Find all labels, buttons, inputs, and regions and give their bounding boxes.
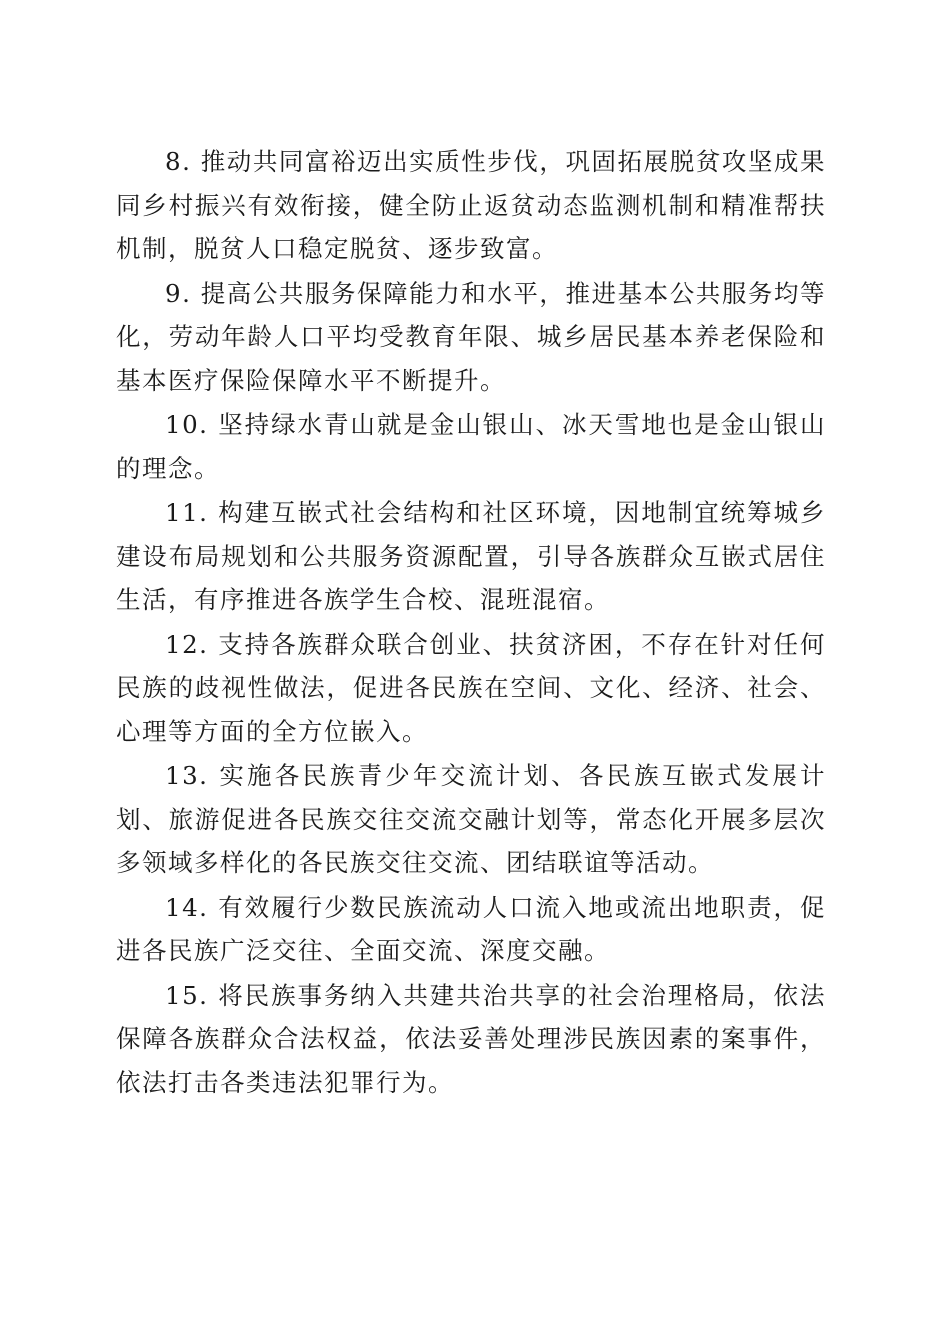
paragraph-item-13: 13. 实施各民族青少年交流计划、各民族互嵌式发展计划、旅游促进各民族交往交流交融计划等，常态化开展多层次多领域多样化的各民族交往交流、团结联谊等活动。: [116, 761, 826, 877]
paragraph-item-14: 14. 有效履行少数民族流动人口流入地或流出地职责，促进各民族广泛交往、全面交流、深度交融。: [116, 892, 826, 965]
paragraph-item-15: 15. 将民族事务纳入共建共治共享的社会治理格局，依法保障各族群众合法权益，依法妥善处理涉民族因素的案事件，依法打击各类违法犯罪行为。: [116, 980, 826, 1097]
paragraph-item-12: 12. 支持各族群众联合创业、扶贫济困，不存在针对任何民族的歧视性做法，促进各民族在空间、文化、经济、社会、心理等方面的全方位嵌入。: [116, 629, 826, 746]
paragraph-item-11: 11. 构建互嵌式社会结构和社区环境，因地制宜统筹城乡建设布局规划和公共服务资源配置，引导各族群众互嵌式居住生活，有序推进各族学生合校、混班混宿。: [116, 498, 826, 614]
paragraph-item-10: 10. 坚持绿水青山就是金山银山、冰天雪地也是金山银山的理念。: [116, 410, 826, 483]
paragraph-item-9: 9. 提高公共服务保障能力和水平，推进基本公共服务均等化，劳动年龄人口平均受教育年限、城乡居民基本养老保险和基本医疗保险保障水平不断提升。: [116, 278, 826, 395]
document-body: [116, 140, 826, 1105]
paragraph-item-8: 8. 推动共同富裕迈出实质性步伐，巩固拓展脱贫攻坚成果同乡村振兴有效衔接，健全防止返贫动态监测机制和精准帮扶机制，脱贫人口稳定脱贫、逐步致富。: [116, 147, 826, 263]
